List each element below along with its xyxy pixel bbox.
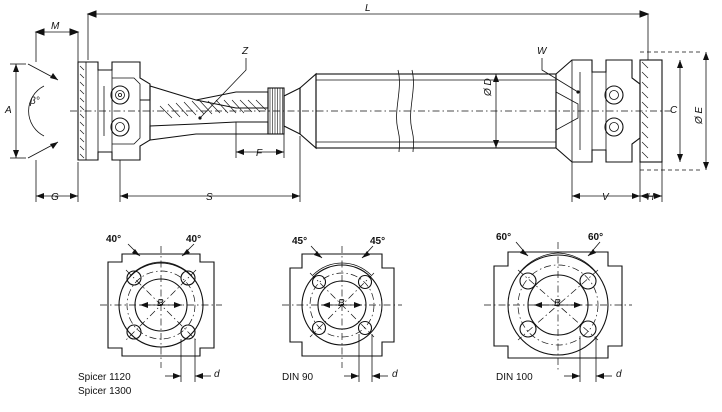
- label-D: Ø D: [483, 78, 494, 96]
- label-L: L: [365, 3, 371, 14]
- spicer-label-line1: Spicer 1120: [78, 372, 131, 383]
- label-W: W: [537, 46, 547, 57]
- dimension-beta: [28, 64, 58, 158]
- din90-angle-left: 45°: [292, 236, 308, 247]
- label-S: S: [206, 192, 213, 203]
- dimension-A: [10, 64, 26, 158]
- label-C: C: [670, 105, 678, 116]
- din100-label-line1: DIN 100: [496, 372, 533, 383]
- spicer-hole-dia: d: [214, 369, 220, 380]
- spicer-angle-left: 40°: [106, 234, 122, 245]
- label-H: H: [647, 192, 655, 203]
- label-F: F: [256, 148, 263, 159]
- din100-angle-left: 60°: [496, 232, 512, 243]
- din90-hole-dia: d: [392, 369, 398, 380]
- din100-hole-dia: d: [616, 369, 622, 380]
- label-beta: β°: [30, 96, 40, 107]
- label-A: A: [5, 105, 12, 116]
- din100-angle-right: 60°: [588, 232, 604, 243]
- spicer-label-line2: Spicer 1300: [78, 386, 132, 397]
- spicer-angle-right: 40°: [186, 234, 202, 245]
- main-tube: [70, 70, 672, 152]
- label-G: G: [51, 192, 59, 203]
- label-V: V: [602, 192, 609, 203]
- label-M: M: [51, 21, 60, 32]
- spicer-bolt-circle: B: [157, 298, 164, 309]
- din90-label-line1: DIN 90: [282, 372, 314, 383]
- dimension-C: [677, 60, 683, 162]
- dimension-L: [88, 11, 648, 60]
- label-E: Ø E: [694, 106, 705, 124]
- din90-bolt-circle: B: [338, 298, 345, 309]
- flange-view-din100: [484, 242, 632, 382]
- leader-lines: [198, 58, 579, 120]
- flange-view-din90: [282, 246, 402, 382]
- din100-bolt-circle: B: [554, 298, 561, 309]
- flange-view-spicer: [100, 244, 222, 382]
- din90-angle-right: 45°: [370, 236, 386, 247]
- label-Z: Z: [242, 46, 249, 57]
- slip-yoke-spline: [140, 86, 300, 140]
- dimension-M: [36, 29, 78, 62]
